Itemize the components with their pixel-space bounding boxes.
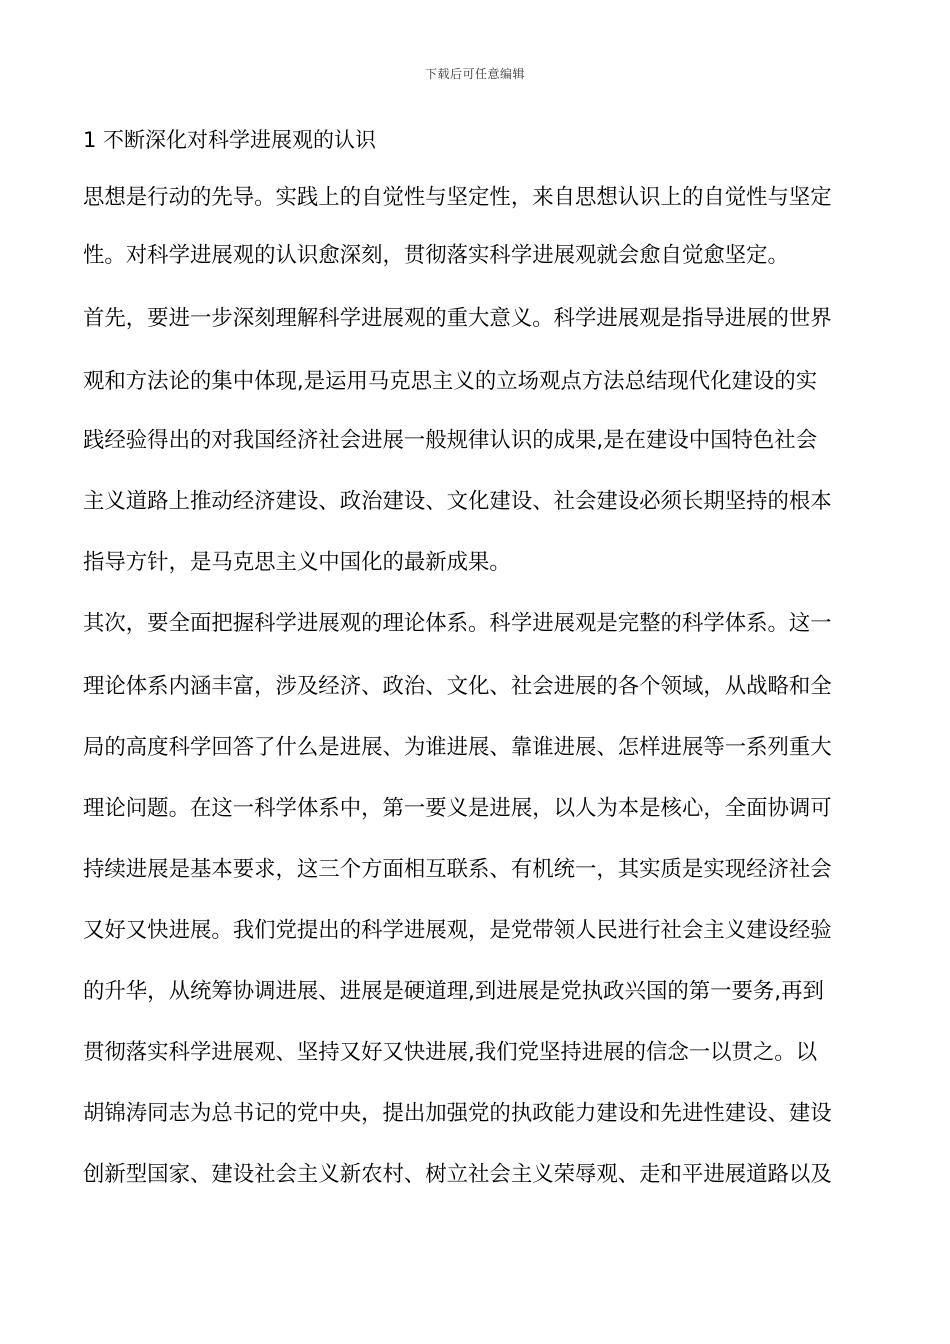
text-line: 性。对科学进展观的认识愈深刻，贯彻落实科学进展观就会愈自觉愈坚定。 <box>83 243 789 268</box>
page-header: 下载后可任意编辑 <box>424 67 525 81</box>
text-line: 的升华，从统筹协调进展、进展是硬道理,到进展是党执政兴国的第一要务,再到 <box>83 979 824 1004</box>
text-line: 持续进展是基本要求，这三个方面相互联系、有机统一，其实质是实现经济社会 <box>83 857 832 882</box>
text-line: 指导方针，是马克思主义中国化的最新成果。 <box>83 550 511 575</box>
text-line: 首先，要进一步深刻理解科学进展观的重大意义。科学进展观是指导进展的世界 <box>83 306 832 331</box>
text-line: 创新型国家、建设社会主义新农村、树立社会主义荣辱观、走和平进展道路以及 <box>83 1162 832 1187</box>
text-line: 胡锦涛同志为总书记的党中央，提出加强党的执政能力建设和先进性建设、建设 <box>83 1101 832 1126</box>
section-heading: 1 不断深化对科学进展观的认识 <box>83 128 377 152</box>
text-line: 理论问题。在这一科学体系中，第一要义是进展，以人为本是核心，全面协调可 <box>83 796 832 821</box>
text-line: 思想是行动的先导。实践上的自觉性与坚定性，来自思想认识上的自觉性与坚定 <box>83 185 832 210</box>
text-line: 局的高度科学回答了什么是进展、为谁进展、靠谁进展、怎样进展等一系列重大 <box>83 735 832 760</box>
text-line: 理论体系内涵丰富，涉及经济、政治、文化、社会进展的各个领域，从战略和全 <box>83 674 832 699</box>
text-line: 其次，要全面把握科学进展观的理论体系。科学进展观是完整的科学体系。这一 <box>83 611 832 636</box>
text-line: 主义道路上推动经济建设、政治建设、文化建设、社会建设必须长期坚持的根本 <box>83 489 832 514</box>
text-line: 又好又快进展。我们党提出的科学进展观，是党带领人民进行社会主义建设经验 <box>83 918 832 943</box>
text-line: 践经验得出的对我国经济社会进展一般规律认识的成果,是在建设中国特色社会 <box>83 428 818 453</box>
text-line: 贯彻落实科学进展观、坚持又好又快进展,我们党坚持进展的信念一以贯之。以 <box>83 1040 818 1065</box>
text-line: 观和方法论的集中体现,是运用马克思主义的立场观点方法总结现代化建设的实 <box>83 369 818 394</box>
